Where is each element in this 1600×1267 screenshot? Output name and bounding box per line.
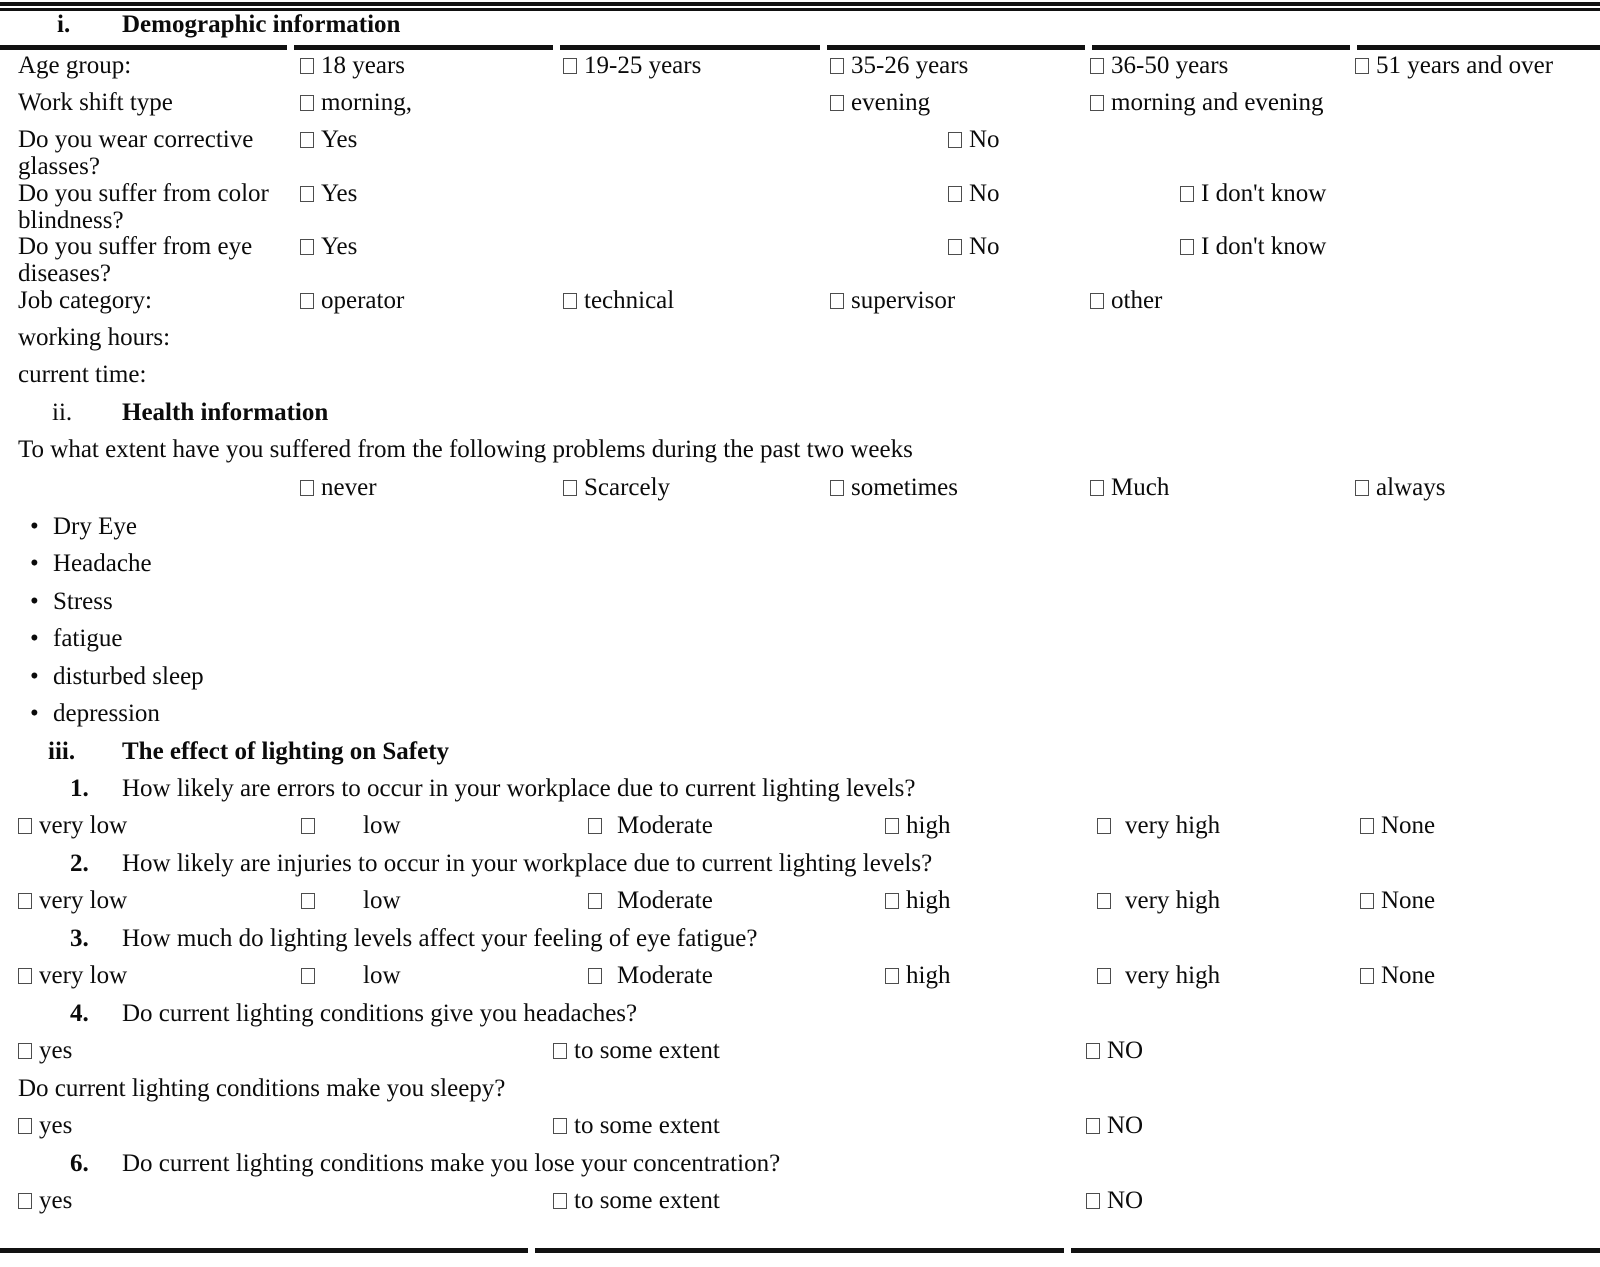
checkbox-icon[interactable] [885,818,899,834]
option-label: I don't know [1201,233,1327,260]
checkbox-icon[interactable] [18,1043,32,1059]
checkbox-icon[interactable] [1355,58,1369,74]
option-label: very high [1125,812,1221,839]
shift-option-morning-and-evening[interactable] [1090,89,1323,116]
option-label: 36-50 years [1111,52,1229,79]
problem-label: Stress [53,588,113,615]
checkbox-icon[interactable] [563,480,577,496]
bullet-icon [30,588,39,615]
checkbox-icon[interactable] [1086,1118,1100,1134]
extent-option-no[interactable] [1086,1187,1143,1214]
extent-option-yes[interactable] [18,1037,72,1064]
option-label: NO [1107,1037,1144,1064]
question-text: Do current lighting conditions make you lose your concentration? [122,1150,781,1177]
checkbox-icon[interactable] [18,1118,32,1134]
question-number: 6. [70,1150,89,1177]
checkbox-icon[interactable] [563,293,577,309]
option-label: Moderate [617,887,713,914]
likert-option-low[interactable] [301,887,401,914]
option-label: None [1381,962,1436,989]
bullet-icon [30,625,39,652]
option-label: morning, [321,89,412,116]
job-option-operator[interactable] [300,287,404,314]
rule-gap [287,45,294,50]
checkbox-icon[interactable] [1360,893,1374,909]
checkbox-icon[interactable] [553,1043,567,1059]
question-text: How much do lighting levels affect your feeling of eye fatigue? [122,925,758,952]
checkbox-icon[interactable] [1360,968,1374,984]
rule-gap [820,45,827,50]
checkbox-icon[interactable] [1090,58,1104,74]
option-label: Yes [321,233,358,260]
option-label: 51 years and over [1376,52,1554,79]
checkbox-icon[interactable] [1355,480,1369,496]
rule-gap [1064,1248,1071,1253]
checkbox-icon[interactable] [18,818,32,834]
rule-gap [528,1248,535,1253]
checkbox-icon[interactable] [1360,818,1374,834]
diseases-option-no[interactable] [948,233,1000,260]
shift-option-morning[interactable] [300,89,412,116]
checkbox-icon[interactable] [301,818,315,834]
checkbox-icon[interactable] [18,893,32,909]
checkbox-icon[interactable] [830,95,844,111]
checkbox-icon[interactable] [301,968,315,984]
likert-option-high[interactable] [885,887,950,914]
work-shift-label: Work shift type [18,89,173,116]
option-label: No [969,180,1000,207]
extent-option-yes[interactable] [18,1112,72,1139]
checkbox-icon[interactable] [1086,1043,1100,1059]
question-number: 3. [70,925,89,952]
scale-option-always[interactable] [1355,474,1445,501]
option-label: low [363,887,401,914]
checkbox-icon[interactable] [563,58,577,74]
option-label: yes [39,1187,73,1214]
job-category-label: Job category: [18,287,152,314]
option-label: other [1111,287,1163,314]
bullet-icon [30,663,39,690]
checkbox-icon[interactable] [830,293,844,309]
option-label: always [1376,474,1446,501]
rule-gap [553,45,560,50]
blindness-option-dont-know[interactable] [1180,180,1326,207]
option-label: Much [1111,474,1170,501]
option-label: Moderate [617,962,713,989]
rule-gap [1085,45,1092,50]
diseases-label: Do you suffer from eye diseases? [18,233,253,287]
option-label: evening [851,89,931,116]
option-label: never [321,474,377,501]
checkbox-icon[interactable] [300,293,314,309]
option-label: low [363,812,401,839]
checkbox-icon[interactable] [1097,968,1111,984]
extent-option-to-some-extent[interactable] [553,1037,720,1064]
checkbox-icon[interactable] [300,58,314,74]
checkbox-icon[interactable] [830,480,844,496]
likert-option-none[interactable] [1360,962,1435,989]
checkbox-icon[interactable] [553,1193,567,1209]
likert-option-low[interactable] [301,812,401,839]
diseases-option-dont-know[interactable] [1180,233,1326,260]
age-option-18-years[interactable] [300,52,405,79]
likert-option-none[interactable] [1360,887,1435,914]
option-label: Moderate [617,812,713,839]
checkbox-icon[interactable] [1090,480,1104,496]
blindness-option-no[interactable] [948,180,1000,207]
option-label: high [906,962,951,989]
likert-option-none[interactable] [1360,812,1435,839]
scale-option-scarcely[interactable] [563,474,670,501]
extent-option-to-some-extent[interactable] [553,1187,720,1214]
likert-option-very-high[interactable] [1097,962,1220,989]
option-label: NO [1107,1112,1144,1139]
checkbox-icon[interactable] [553,1118,567,1134]
table-bottom-rule [0,1248,1600,1253]
option-label: high [906,887,951,914]
age-option-51-and-over[interactable] [1355,52,1553,79]
blindness-option-yes[interactable] [300,180,357,207]
table-top-rule-upper [0,2,1600,6]
problem-label: fatigue [53,625,123,652]
checkbox-icon[interactable] [300,132,314,148]
checkbox-icon[interactable] [300,239,314,255]
question-number: 1. [70,775,89,802]
scale-option-never[interactable] [300,474,377,501]
option-label: 18 years [321,52,405,79]
checkbox-icon[interactable] [1180,186,1194,202]
option-label: very low [39,812,128,839]
working-hours-label: working hours: [18,324,171,351]
checkbox-icon[interactable] [588,893,602,909]
checkbox-icon[interactable] [300,95,314,111]
option-label: low [363,962,401,989]
checkbox-icon[interactable] [588,968,602,984]
question-number: 4. [70,1000,89,1027]
likert-option-very-high[interactable] [1097,812,1220,839]
option-label: None [1381,887,1436,914]
section-numeral: ii. [52,399,73,426]
rule-gap [1350,45,1357,50]
extent-option-no[interactable] [1086,1112,1143,1139]
problem-label: disturbed sleep [53,663,204,690]
checkbox-icon[interactable] [1090,293,1104,309]
section-numeral: i. [57,11,71,38]
option-label: very high [1125,962,1221,989]
option-label: NO [1107,1187,1144,1214]
section-numeral: iii. [48,738,76,765]
option-label: operator [321,287,405,314]
checkbox-icon[interactable] [830,58,844,74]
table-header-rule [0,45,1600,50]
checkbox-icon[interactable] [1090,95,1104,111]
option-label: high [906,812,951,839]
option-label: Yes [321,180,358,207]
job-option-technical[interactable] [563,287,674,314]
option-label: yes [39,1112,73,1139]
checkbox-icon[interactable] [300,186,314,202]
checkbox-icon[interactable] [300,480,314,496]
likert-option-very-low[interactable] [18,962,127,989]
option-label: Yes [321,126,358,153]
checkbox-icon[interactable] [1097,818,1111,834]
diseases-option-yes[interactable] [300,233,357,260]
blindness-label: Do you suffer from color blindness? [18,180,269,234]
checkbox-icon[interactable] [301,893,315,909]
likert-option-moderate[interactable] [588,887,713,914]
question-text: Do current lighting conditions make you sleepy? [18,1075,506,1102]
job-option-supervisor[interactable] [830,287,955,314]
checkbox-icon[interactable] [18,1193,32,1209]
checkbox-icon[interactable] [948,132,962,148]
option-label: No [969,233,1000,260]
option-label: None [1381,812,1436,839]
checkbox-icon[interactable] [948,186,962,202]
option-label: sometimes [851,474,958,501]
section-title: Demographic information [122,11,401,38]
question-number: 2. [70,850,89,877]
problem-label: Dry Eye [53,513,137,540]
glasses-label: Do you wear corrective glasses? [18,126,254,180]
age-option-35-26-years[interactable] [830,52,968,79]
question-text: Do current lighting conditions give you headaches? [122,1000,638,1027]
shift-option-evening[interactable] [830,89,930,116]
glasses-option-yes[interactable] [300,126,357,153]
option-label: No [969,126,1000,153]
section-title: Health information [122,399,329,426]
checkbox-icon[interactable] [885,893,899,909]
bullet-icon [30,700,39,727]
health-intro-text: To what extent have you suffered from the following problems during the past two weeks [18,436,913,463]
option-label: very low [39,887,128,914]
bullet-icon [30,513,39,540]
section-title: The effect of lighting on Safety [122,738,450,765]
likert-option-low[interactable] [301,962,401,989]
option-label: morning and evening [1111,89,1324,116]
option-label: 19-25 years [584,52,702,79]
likert-option-very-high[interactable] [1097,887,1220,914]
extent-option-to-some-extent[interactable] [553,1112,720,1139]
checkbox-icon[interactable] [1086,1193,1100,1209]
extent-option-yes[interactable] [18,1187,72,1214]
problem-label: Headache [53,550,152,577]
option-label: to some extent [574,1112,720,1139]
likert-option-high[interactable] [885,812,950,839]
option-label: yes [39,1037,73,1064]
likert-option-very-low[interactable] [18,812,127,839]
checkbox-icon[interactable] [18,968,32,984]
checkbox-icon[interactable] [885,968,899,984]
checkbox-icon[interactable] [588,818,602,834]
option-label: 35-26 years [851,52,969,79]
question-text: How likely are errors to occur in your workplace due to current lighting levels? [122,775,916,802]
scale-option-much[interactable] [1090,474,1169,501]
option-label: I don't know [1201,180,1327,207]
checkbox-icon[interactable] [948,239,962,255]
checkbox-icon[interactable] [1180,239,1194,255]
option-label: Scarcely [584,474,671,501]
option-label: very low [39,962,128,989]
current-time-label: current time: [18,361,147,388]
job-option-other[interactable] [1090,287,1162,314]
glasses-option-no[interactable] [948,126,1000,153]
likert-option-moderate[interactable] [588,812,713,839]
extent-option-no[interactable] [1086,1037,1143,1064]
checkbox-icon[interactable] [1097,893,1111,909]
likert-option-very-low[interactable] [18,887,127,914]
age-group-label: Age group: [18,52,132,79]
bullet-icon [30,550,39,577]
option-label: technical [584,287,675,314]
age-option-36-50-years[interactable] [1090,52,1228,79]
option-label: supervisor [851,287,956,314]
option-label: to some extent [574,1187,720,1214]
scale-option-sometimes[interactable] [830,474,958,501]
problem-label: depression [53,700,160,727]
likert-option-moderate[interactable] [588,962,713,989]
option-label: very high [1125,887,1221,914]
option-label: to some extent [574,1037,720,1064]
likert-option-high[interactable] [885,962,950,989]
age-option-19-25-years[interactable] [563,52,701,79]
question-text: How likely are injuries to occur in your workplace due to current lighting levels? [122,850,933,877]
